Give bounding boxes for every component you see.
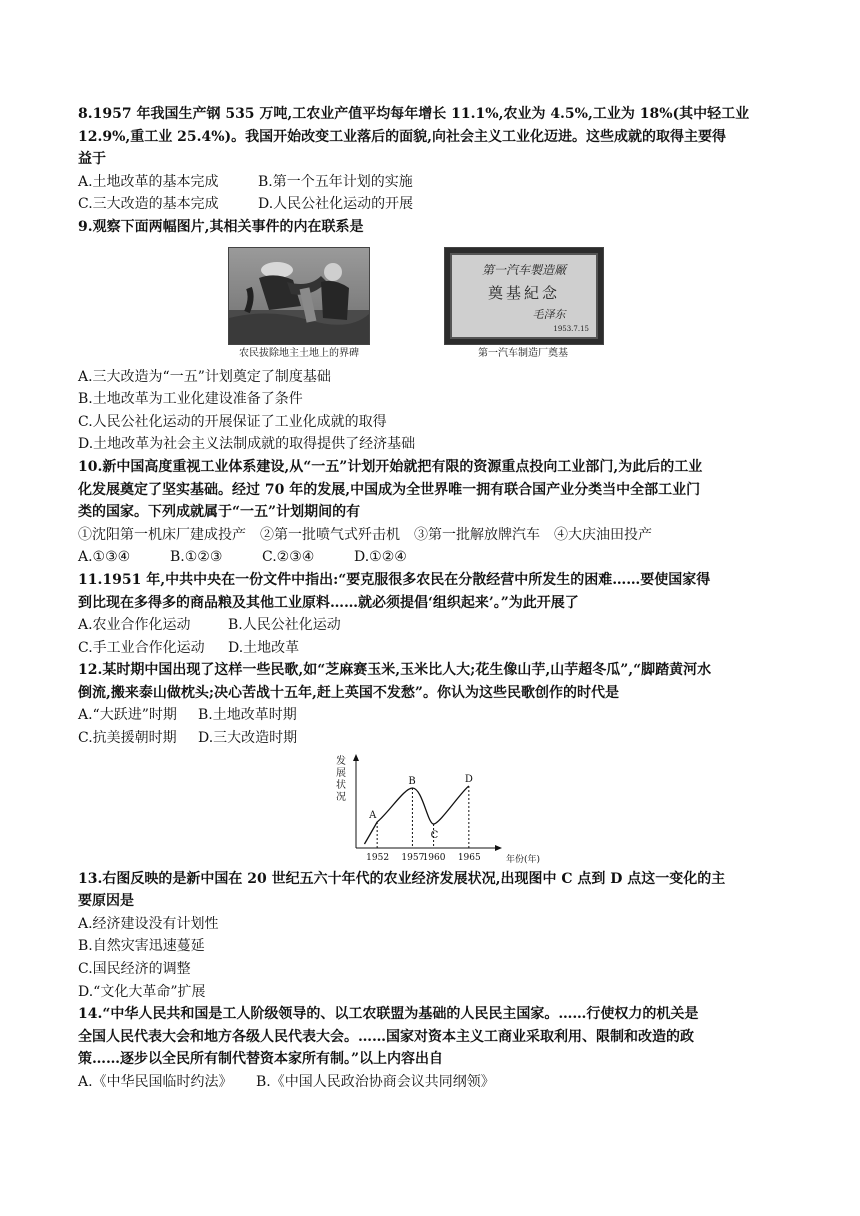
- q12-stem-line-1: 12.某时期中国出现了这样一些民歌,如“芝麻赛玉米,玉米比人大;花生像山芋,山芋超冬瓜”,“脚踏黄河水: [78, 662, 712, 679]
- question-11: [78, 569, 790, 659]
- x-tick-1952: 1952: [366, 852, 390, 863]
- stone-inscription-line-1: 第一汽车製造厰: [481, 262, 566, 277]
- x-axis-label: 年份(年): [506, 854, 540, 865]
- q8-option-a[interactable]: A.土地改革的基本完成: [78, 173, 219, 190]
- foundation-stone-photo: [444, 247, 604, 345]
- q12-option-c[interactable]: C.抗美援朝时期: [78, 730, 177, 747]
- q14-option-b[interactable]: B.《中国人民政治协商会议共同纲领》: [256, 1074, 495, 1090]
- point-label-d: D: [464, 773, 473, 785]
- point-label-b: B: [408, 775, 416, 787]
- y-axis-label-char: 发: [336, 755, 346, 767]
- q14-stem-line-2: 全国人民代表大会和地方各级人民代表大会。……国家对资本主义工商业采取利用、限制和改造的政: [78, 1028, 694, 1045]
- q9-option-b[interactable]: B.土地改革为工业化建设准备了条件: [78, 391, 303, 408]
- q9-option-a[interactable]: A.三大改造为“一五”计划奠定了制度基础: [78, 368, 331, 385]
- x-tick-1965: 1965: [457, 852, 481, 863]
- development-curve: [364, 786, 468, 844]
- q10-items: ①沈阳第一机床厂建成投产 ②第一批喷气式歼击机 ③第一批解放牌汽车 ④大庆油田投产: [78, 526, 652, 543]
- q13-chart: [78, 750, 790, 868]
- q9-option-d[interactable]: D.土地改革为社会主义法制成就的取得提供了经济基础: [78, 436, 416, 453]
- q11-option-b[interactable]: B.人民公社化运动: [228, 617, 341, 634]
- stone-inscription-signature: 毛泽东: [532, 307, 566, 321]
- q9-option-c[interactable]: C.人民公社化运动的开展保证了工业化成就的取得: [78, 413, 387, 430]
- q11-stem-line-1: 11.1951 年,中共中央在一份文件中指出:“要克服很多农民在分散经营中所发生的困难……要使国家得: [78, 571, 711, 588]
- q13-stem-line-1: 13.右图反映的是新中国在 20 世纪五六十年代的农业经济发展状况,出现图中 C 点到 D 点这一变化的主: [78, 870, 726, 887]
- q11-stem-line-2: 到比现在多得多的商品粮及其他工业原料……就必须提倡‘组织起来’。”为此开展了: [78, 594, 579, 611]
- stone-inscription-line-2: 奠基紀念: [487, 283, 560, 302]
- farmer-photo: [228, 247, 370, 345]
- q10-option-a[interactable]: A.①③④: [78, 549, 131, 566]
- q8-option-c[interactable]: C.三大改造的基本完成: [78, 196, 219, 213]
- q8-option-b[interactable]: B.第一个五年计划的实施: [258, 173, 413, 190]
- q11-option-a[interactable]: A.农业合作化运动: [78, 617, 191, 634]
- q11-option-c[interactable]: C.手工业合作化运动: [78, 639, 205, 656]
- question-10: [78, 456, 790, 569]
- x-tick-1960: 1960: [422, 852, 446, 863]
- q9-figure-2-caption: 第一汽车制造厂奠基: [478, 347, 568, 359]
- question-8: [78, 103, 790, 216]
- q13-option-d[interactable]: D.“文化大革命”扩展: [78, 983, 206, 1000]
- q12-stem-line-2: 倒流,搬来泰山做枕头;决心苦战十五年,赶上英国不发愁”。你认为这些民歌创作的时代是: [78, 684, 619, 701]
- q8-option-d[interactable]: D.人民公社化运动的开展: [258, 196, 414, 213]
- question-12: [78, 659, 790, 749]
- q9-figure-2: [444, 247, 604, 361]
- q12-option-d[interactable]: D.三大改造时期: [198, 730, 298, 747]
- y-axis-label-char: 况: [336, 791, 346, 803]
- y-axis-arrow: [353, 754, 359, 761]
- q13-option-a[interactable]: A.经济建设没有计划性: [78, 915, 219, 932]
- q13-option-c[interactable]: C.国民经济的调整: [78, 961, 191, 978]
- q10-stem-line-1: 10.新中国高度重视工业体系建设,从“一五”计划开始就把有限的资源重点投向工业部门,为此后的工业: [78, 458, 703, 475]
- point-label-a: A: [369, 809, 377, 821]
- y-axis-label: [336, 754, 346, 803]
- q14-stem-line-1: 14.“中华人民共和国是工人阶级领导的、以工农联盟为基础的人民民主国家。……行使权力的机关是: [78, 1006, 699, 1023]
- q13-option-b[interactable]: B.自然灾害迅速蔓延: [78, 938, 205, 955]
- point-label-c: C: [430, 829, 439, 841]
- q14-option-a[interactable]: A.《中华民国临时约法》: [78, 1074, 233, 1090]
- q8-stem-line-1: 8.1957 年我国生产钢 535 万吨,工农业产值平均每年增长 11.1%,农业为 4.5%,工业为 18%(其中轻工业: [78, 106, 750, 122]
- q9-stem: 9.观察下面两幅图片,其相关事件的内在联系是: [78, 218, 364, 235]
- question-13: [78, 868, 790, 1004]
- q10-option-d[interactable]: D.①②④: [354, 549, 407, 566]
- q13-stem-line-2: 要原因是: [78, 893, 134, 910]
- q13-chart-svg: [330, 752, 540, 866]
- q11-option-d[interactable]: D.土地改革: [228, 639, 300, 656]
- q10-stem-line-2: 化发展奠定了坚实基础。经过 70 年的发展,中国成为全世界唯一拥有联合国产业分类当中全部工业门: [78, 481, 701, 498]
- q8-stem-line-3: 益于: [78, 151, 106, 168]
- y-axis-label-char: 展: [336, 767, 346, 779]
- question-14: [78, 1003, 790, 1093]
- q10-option-b[interactable]: B.①②③: [170, 549, 223, 566]
- question-9: [78, 216, 790, 456]
- exam-page: [78, 103, 790, 1094]
- q12-option-b[interactable]: B.土地改革时期: [198, 707, 297, 724]
- y-axis-label-char: 状: [336, 779, 346, 791]
- q9-figure-1: [228, 247, 370, 361]
- x-tick-1957: 1957: [401, 852, 425, 863]
- q12-option-a[interactable]: A.“大跃进”时期: [78, 707, 177, 724]
- x-axis-arrow: [495, 845, 502, 851]
- stone-date: 1953.7.15: [553, 324, 589, 333]
- q10-option-c[interactable]: C.②③④: [262, 549, 315, 566]
- q9-figure-1-caption: 农民拔除地主土地上的界碑: [239, 347, 359, 359]
- q14-stem-line-3: 策……逐步以全民所有制代替资本家所有制。”以上内容出自: [78, 1051, 444, 1068]
- q10-stem-line-3: 类的国家。下列成就属于“一五”计划期间的有: [78, 504, 361, 521]
- q8-stem-line-2: 12.9%,重工业 25.4%)。我国开始改变工业落后的面貌,向社会主义工业化迈进。这些成就的取得主要得: [78, 128, 727, 145]
